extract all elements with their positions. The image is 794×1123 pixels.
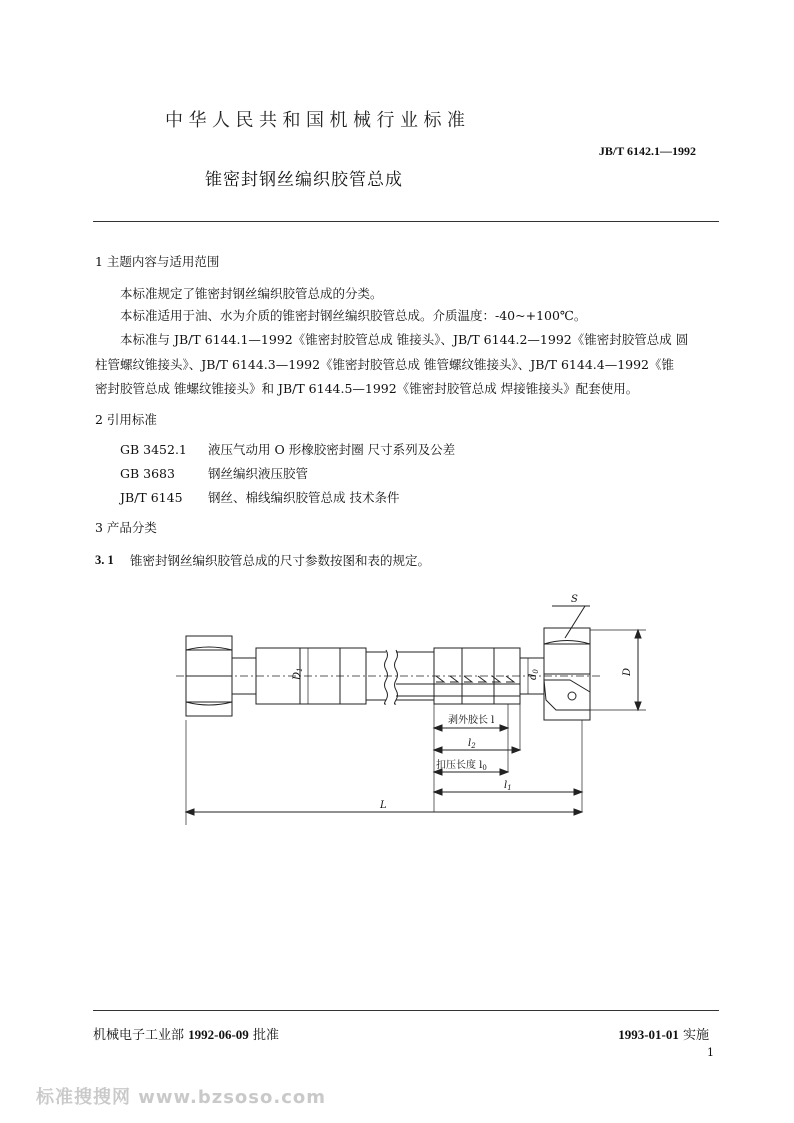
footer-rule	[93, 1010, 719, 1011]
section2-heading: 2 引用标准	[95, 412, 157, 427]
label-l-total: L	[380, 800, 387, 811]
standard-org-title: 中华人民共和国机械行业标准	[165, 110, 471, 131]
document-title: 锥密封钢丝编织胶管总成	[205, 170, 403, 190]
reference-code: GB 3452.1	[120, 442, 187, 457]
label-d: D	[622, 667, 633, 676]
reference-title: 钢丝编织液压胶管	[208, 466, 309, 481]
label-d0: $d_0$	[528, 669, 540, 680]
reference-code: JB/T 6145	[120, 490, 183, 505]
standard-code: JB/T 6142.1—1992	[598, 144, 696, 158]
section1-paragraph-2: 本标准适用于油、水为介质的锥密封钢丝编织胶管总成。介质温度：-40~+100℃。	[120, 308, 587, 323]
section3-heading: 3 产品分类	[95, 520, 157, 535]
section1-paragraph-1: 本标准规定了锥密封钢丝编织胶管总成的分类。	[120, 286, 383, 301]
reference-code: GB 3683	[120, 466, 175, 481]
subsection-text: 锥密封钢丝编织胶管总成的尺寸参数按图和表的规定。	[130, 553, 431, 568]
label-l1: $l_1$	[504, 780, 512, 792]
page-number: 1	[707, 1046, 714, 1059]
label-l2: $l_2$	[468, 738, 476, 750]
label-strip-length: 剥外胶长 l	[448, 715, 495, 726]
header-rule	[93, 221, 719, 222]
label-d1: $D_1$	[292, 667, 304, 680]
reference-title: 液压气动用 O 形橡胶密封圈 尺寸系列及公差	[208, 442, 456, 457]
implementation-info: 1993-01-01 实施	[618, 1027, 709, 1043]
label-crimp-length: 扣压长度 $l_0$	[436, 760, 487, 772]
section1-paragraph-3-line-1: 本标准与 JB/T 6144.1—1992《锥密封胶管总成 锥接头》、JB/T 6144.2—1992《锥密封胶管总成 圆	[120, 332, 689, 347]
watermark: 标准搜搜网 www.bzsoso.com	[36, 1087, 326, 1108]
section1-paragraph-3-line-3: 密封胶管总成 锥螺纹锥接头》和 JB/T 6144.5—1992《锥密封胶管总成 焊接锥接头》配套使用。	[95, 381, 639, 396]
approval-info: 机械电子工业部 1992-06-09 批准	[93, 1027, 279, 1043]
hose-assembly-drawing	[0, 580, 794, 830]
subsection-number: 3. 1	[95, 553, 114, 567]
label-s: S	[571, 594, 578, 605]
section1-paragraph-3-line-2: 柱管螺纹锥接头》、JB/T 6144.3—1992《锥密封胶管总成 锥管螺纹锥接头》、JB/T 6144.4—1992《锥	[95, 357, 675, 372]
reference-title: 钢丝、棉线编织胶管总成 技术条件	[208, 490, 400, 505]
section1-heading: 1 主题内容与适用范围	[95, 254, 220, 269]
